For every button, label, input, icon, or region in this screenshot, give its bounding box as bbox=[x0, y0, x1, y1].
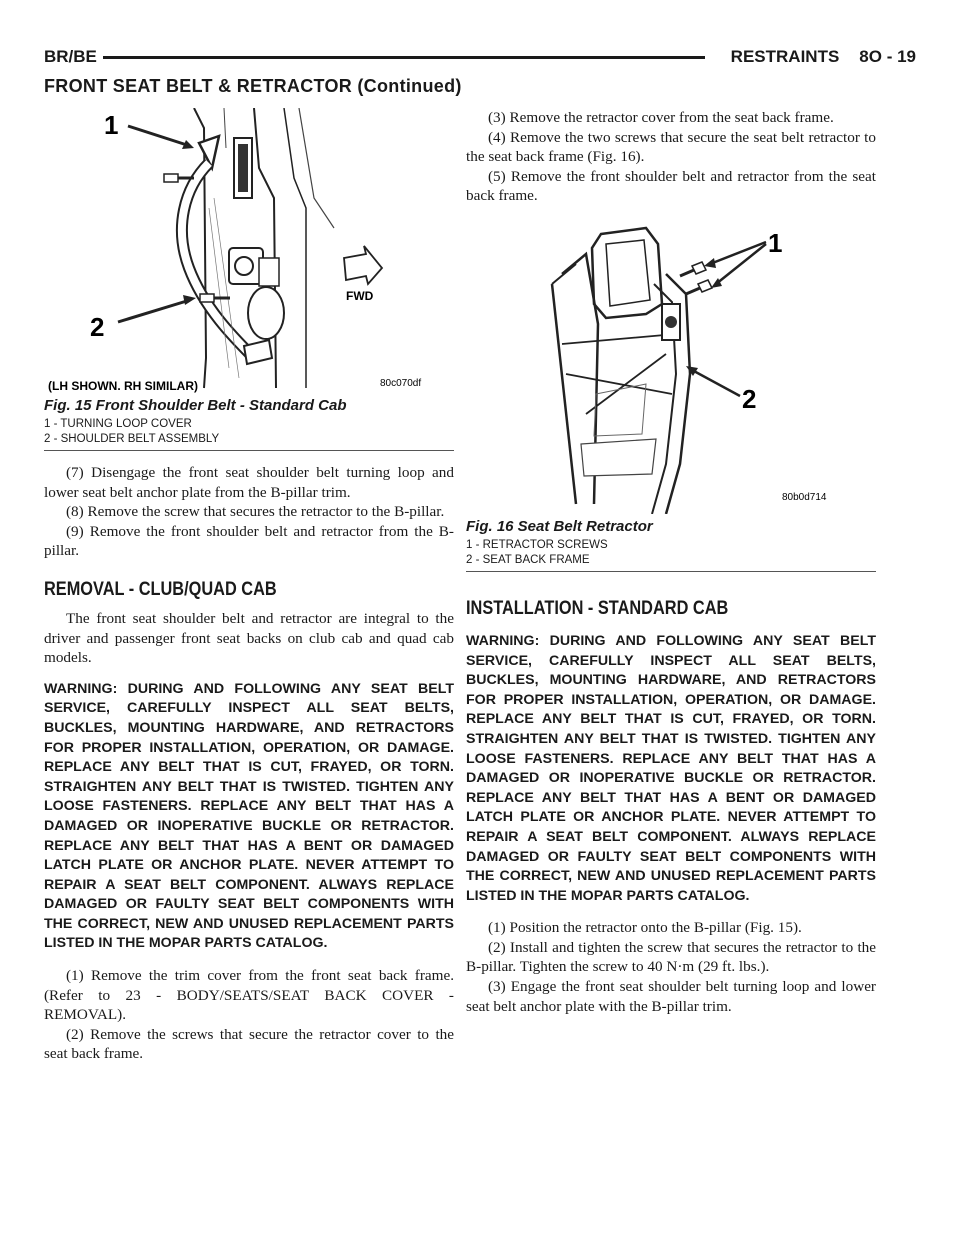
warning-block: WARNING: DURING AND FOLLOWING ANY SEAT BELT SERVICE, CAREFULLY INSPECT ALL SEAT BELTS, BUCKLES, MOUNTING HARDWARE, AND RETRACTORS FOR PROPER INSTALLATION, OPERATION, OR DAMAGE. REPLACE ANY BELT THAT IS CUT, FRAYED, OR TORN. STRAIGHTEN ANY BELT THAT IS TWISTED. TIGHTEN ANY LOOSE FASTENERS. REPLACE ANY BELT THAT HAS A DAMAGED OR INOPERATIVE BUCKLE OR RETRACTOR. REPLACE ANY BELT THAT HAS A BENT OR DAMAGED LATCH PLATE OR ANCHOR PLATE. NEVER ATTEMPT TO REPAIR A SEAT BELT COMPONENT. ALWAYS REPLACE DAMAGED OR FAULTY SEAT BELT COMPONENTS WITH THE CORRECT, NEW AND UNUSED REPLACEMENT PARTS LISTED IN THE MOPAR PARTS CATALOG. bbox=[44, 680, 454, 952]
header-right bbox=[705, 44, 916, 70]
figure-16-illustration bbox=[466, 214, 876, 514]
step-paragraph: (3) Remove the retractor cover from the seat back frame. bbox=[488, 109, 834, 126]
step-paragraph: (2) Install and tighten the screw that secures the retractor to the B-pillar. Tighten the screw to 40 N·m (29 ft. lbs.). bbox=[466, 938, 876, 976]
figure-16-code: 80b0d714 bbox=[782, 491, 827, 503]
right-column bbox=[466, 108, 876, 1016]
callout-2: 2 bbox=[742, 383, 757, 414]
legend-item: 2 - SEAT BACK FRAME bbox=[466, 553, 590, 566]
callout-1: 1 bbox=[104, 110, 119, 140]
figure-16-caption: Fig. 16 Seat Belt Retractor bbox=[466, 517, 653, 535]
callout-1: 1 bbox=[768, 227, 783, 258]
step-paragraph: (9) Remove the front shoulder belt and retractor from the B-pillar. bbox=[44, 522, 454, 560]
figure-16-legend bbox=[466, 538, 876, 568]
figure-15 bbox=[44, 108, 454, 451]
model-code: BR/BE bbox=[44, 44, 103, 70]
figure-15-caption: Fig. 15 Front Shoulder Belt - Standard Cab bbox=[44, 397, 347, 414]
section-name: RESTRAINTS bbox=[730, 47, 840, 66]
figure-15-illustration bbox=[44, 108, 454, 393]
legend-item: 1 - TURNING LOOP COVER bbox=[44, 418, 192, 430]
figure-15-legend bbox=[44, 417, 454, 447]
step-paragraph: (1) Remove the trim cover from the front seat back frame. (Refer to 23 - BODY/SEATS/SEAT BACK COVER - REMOVAL). bbox=[44, 967, 454, 1024]
legend-item: 1 - RETRACTOR SCREWS bbox=[466, 538, 608, 551]
figure-15-code: 80c070df bbox=[380, 378, 422, 389]
figure-15-rule bbox=[44, 450, 454, 451]
step-paragraph: (3) Engage the front seat shoulder belt turning loop and lower seat belt anchor plate with the B-pillar trim. bbox=[466, 978, 876, 1015]
fwd-arrow-icon bbox=[344, 246, 382, 284]
step-paragraph: (5) Remove the front shoulder belt and retractor from the seat back frame. bbox=[466, 167, 876, 205]
step-paragraph: (7) Disengage the front seat shoulder belt turning loop and lower seat belt anchor plate from the B-pillar trim. bbox=[44, 464, 454, 501]
step-paragraph: (1) Position the retractor onto the B-pillar (Fig. 15). bbox=[488, 919, 802, 937]
warning-block: WARNING: DURING AND FOLLOWING ANY SEAT BELT SERVICE, CAREFULLY INSPECT ALL SEAT BELTS, BUCKLES, MOUNTING HARDWARE, AND RETRACTORS FOR PROPER INSTALLATION, OPERATION, OR DAMAGE. REPLACE ANY BELT THAT IS CUT, FRAYED, OR TORN. STRAIGHTEN ANY BELT THAT IS TWISTED. TIGHTEN ANY LOOSE FASTENERS. REPLACE ANY BELT THAT HAS A DAMAGED OR INOPERATIVE BUCKLE OR RETRACTOR. REPLACE ANY BELT THAT HAS A BENT OR DAMAGED LATCH PLATE OR ANCHOR PLATE. NEVER ATTEMPT TO REPAIR A SEAT BELT COMPONENT. ALWAYS REPLACE DAMAGED OR FAULTY SEAT BELT COMPONENTS WITH THE CORRECT, NEW AND UNUSED REPLACEMENT PARTS LISTED IN THE MOPAR PARTS CATALOG. bbox=[466, 632, 876, 904]
section-heading-installation: INSTALLATION - STANDARD CAB bbox=[466, 597, 729, 619]
section-heading-removal-club: REMOVAL - CLUB/QUAD CAB bbox=[44, 578, 277, 600]
figure-15-note: (LH SHOWN. RH SIMILAR) bbox=[48, 379, 198, 393]
legend-item: 2 - SHOULDER BELT ASSEMBLY bbox=[44, 433, 220, 445]
page-number: 8O - 19 bbox=[859, 47, 916, 66]
screw-icon bbox=[686, 280, 712, 294]
screw-icon bbox=[680, 262, 706, 276]
page-header bbox=[44, 44, 916, 72]
figure-16-rule bbox=[466, 571, 876, 572]
step-paragraph: (8) Remove the screw that secures the retractor to the B-pillar. bbox=[66, 503, 445, 521]
step-paragraph: (4) Remove the two screws that secure the seat belt retractor to the seat back frame (Fig. 16). bbox=[466, 128, 876, 166]
screw-icon bbox=[200, 294, 230, 302]
callout-2: 2 bbox=[90, 312, 105, 342]
left-column bbox=[44, 108, 454, 1064]
intro-paragraph: The front seat shoulder belt and retractor are integral to the driver and passenger front seat backs on club cab and quad cab models. bbox=[44, 609, 454, 667]
step-paragraph: (2) Remove the screws that secure the retractor cover to the seat back frame. bbox=[44, 1025, 454, 1063]
figure-16 bbox=[466, 214, 876, 572]
continued-title: FRONT SEAT BELT & RETRACTOR (Continued) bbox=[44, 76, 462, 96]
fwd-label: FWD bbox=[346, 289, 374, 303]
